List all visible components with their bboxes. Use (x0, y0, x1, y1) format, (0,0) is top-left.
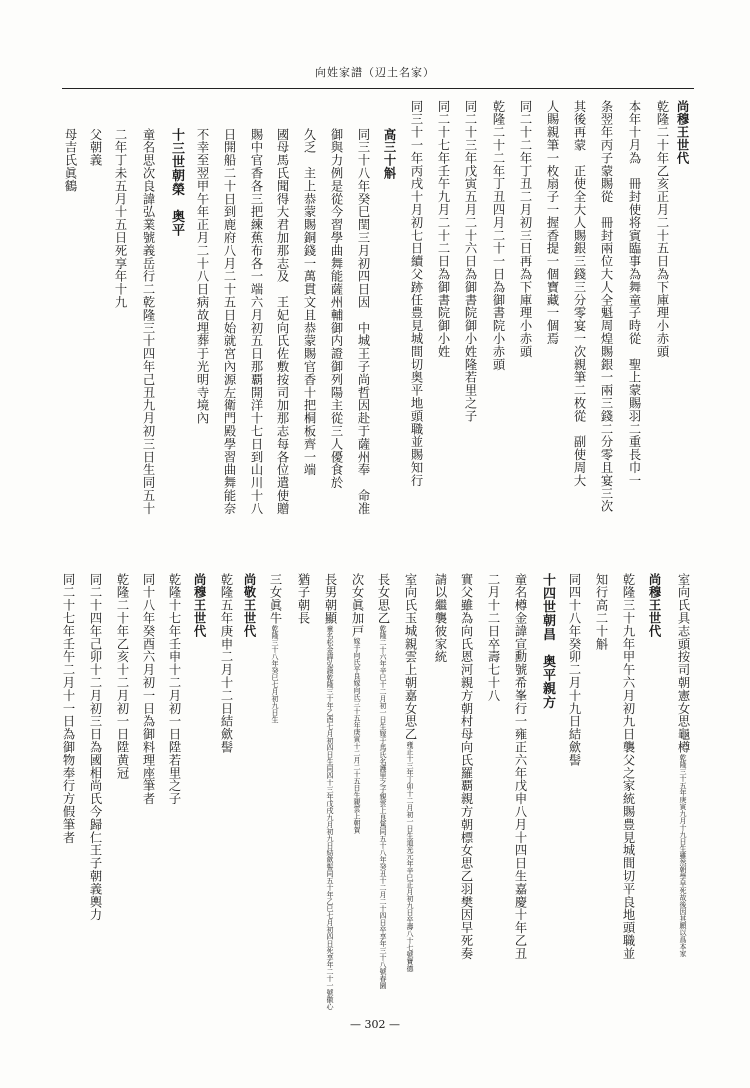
top-column (599, 100, 612, 513)
column-text: 条翌年丙子蒙賜從 冊封兩位大人全魁周煌賜銀一兩三錢二分零且宴三次 (599, 100, 613, 513)
top-column (463, 100, 476, 423)
top-column (518, 100, 531, 358)
annotation-note: 乾隆三十五年庚寅九月十九日生雖然朝學早死故後因其願以爲本家 (679, 753, 687, 957)
bottom-column (268, 573, 281, 723)
top-column (113, 128, 126, 309)
column-text: 乾隆二十年乙亥正月二十五日為下庫理小赤頭 (655, 100, 669, 358)
bottom-column (676, 573, 689, 957)
bottom-column (541, 573, 554, 709)
column-text: 其後再蒙 正使全大人賜銀三錢三分零宴一次親筆二枚從 副使周大 (572, 100, 586, 487)
column-text: 母吉氏眞鶴 (63, 128, 77, 193)
bottom-column (296, 573, 309, 625)
bottom-column (433, 573, 446, 663)
column-text: 同二十四年己卯十二月初三日為國相尚氏今歸仁王子朝義輿力 (88, 573, 102, 922)
top-column (627, 100, 640, 487)
top-column (409, 100, 422, 487)
page-number: — 302 — (350, 1018, 400, 1031)
column-text: 同三十一年丙戌十月初七日續父跡任豊見城間切奥平地頭職並賜知行 (409, 100, 423, 487)
column-text: 實父雖為向氏恩河親方朝村母向氏羅覇親方朝標女思乙羽樊因早死奏 (459, 573, 473, 960)
bottom-column (323, 573, 336, 1010)
bottom-column (486, 573, 499, 702)
column-text: 同二十三年戊寅五月二十六日為御書院御小姓隆若里之子 (463, 100, 477, 423)
top-column (249, 128, 262, 515)
column-text: 十四世朝昌 奥平親方 (540, 573, 555, 709)
bottom-column (115, 573, 128, 779)
column-text: 同三十八年癸巳閏三月初四日因 中城王子尚哲因赴于薩州奉 命准 (356, 128, 370, 515)
bottom-column (594, 573, 607, 650)
column-text: 長男朝顯 (323, 573, 337, 625)
column-text: 乾隆二十年乙亥十二月初一日陞黄冠 (115, 573, 129, 780)
column-text: 尚穆王世代 (675, 100, 690, 165)
bottom-column (61, 573, 74, 844)
bottom-column (513, 573, 526, 960)
column-text: 不幸至翌甲午年正月二十八日病故埋葬于光明寺境內 (195, 128, 209, 425)
bottom-column (193, 573, 206, 638)
annotation-note: 乾隆二十六年辛巳十二月初一日生嫁于馬氏名護里之子親雲上良篤同五十八年癸丑十二月二十四日卒享年三十八號春園 (379, 624, 387, 989)
top-column (329, 128, 342, 489)
column-text: 二月十二日卒壽七十八 (486, 573, 500, 702)
column-text: 尚穆王世代 (192, 573, 207, 638)
header-rule (62, 88, 694, 89)
top-column (383, 128, 396, 180)
column-text: 日開船二十日到鹿府八月二十五日始就宮內源左衛門殿學習曲舞能奈 (222, 128, 236, 515)
top-column (676, 100, 689, 165)
column-text: 尚穆王世代 (647, 573, 662, 638)
bottom-column (376, 573, 389, 989)
bottom-column (167, 573, 180, 805)
top-column (195, 128, 208, 425)
column-text: 長女思乙 (376, 573, 390, 625)
column-text: 乾隆十七年壬申十二月初一日陞若里之子 (167, 573, 181, 806)
column-text: 童名樽金諱宣勳號希峯行一雍正六年戊申八月十四日生嘉慶十年乙丑 (513, 573, 527, 960)
column-text: 高三十斛 (382, 128, 397, 180)
bottom-column (459, 573, 472, 960)
column-text: 猶子朝長 (296, 573, 310, 625)
top-column (655, 100, 668, 358)
column-text: 童名思次良諱弘業號義岳行二乾隆三十四年己丑九月初三日生同五十 (141, 128, 155, 515)
column-text: 同二十七年壬午九月二十二日為御書院御小姓 (436, 100, 450, 358)
column-text: 乾隆五年庚申二月十二日結歛髻 (219, 573, 233, 754)
bottom-column (567, 573, 580, 767)
page-header: 向姓家譜（辺土名家） (315, 66, 435, 79)
column-text: 父朝義 (88, 128, 102, 167)
column-text: 本年十月為 冊封使将賓臨事為舞童子時從 聖上蒙賜羽二重長巾一 (627, 100, 641, 487)
annotation-note: 嫁于向氏平良嫁向氏三十五年庚寅十二月二十五日生親雲上朝賀 (353, 637, 361, 834)
column-text: 尚敬王世代 (242, 573, 257, 638)
top-column (356, 128, 369, 515)
annotation-note: 乾隆三十八年癸巳七月初九日生 (271, 624, 279, 723)
bottom-column (403, 573, 416, 972)
annotation-note: 童名松金諱弘謨乾隆三十年乙酉七月初四日生同四十三年戊戌九月初九日結歛髻同五十年乙巳七月初四日死享年二十一號徽心 (326, 624, 334, 1010)
column-text: 同十八年癸酉六月初一日為御料理座筆者 (141, 573, 155, 806)
bottom-column (243, 573, 256, 638)
top-column (436, 100, 449, 358)
column-text: 同二十二年丁丑二月初三日再為下庫理小赤頭 (518, 100, 532, 358)
top-column (302, 128, 315, 476)
column-text: 室向氏具志頭按司朝憲女思龜樽 (676, 573, 690, 754)
top-column (572, 100, 585, 487)
top-column (141, 128, 154, 515)
column-text: 久乏 主上恭蒙賜銅錢一萬貫文且恭蒙賜官香十把桐板齊一端 (302, 128, 316, 477)
top-column (170, 128, 183, 237)
bottom-column (88, 573, 101, 921)
column-text: 同二十七年壬午二月十一日為御物奉行方假筆者 (61, 573, 75, 844)
column-text: 同四十八年癸卯二月十九日結歛髻 (567, 573, 581, 767)
bottom-column (621, 573, 634, 960)
column-text: 三女眞牛 (268, 573, 282, 625)
column-text: 乾隆二十二年丁丑四月二十一日為御書院小赤頭 (491, 100, 505, 371)
annotation-note: 雍正十三年丁卯十二月初一日生道光元年辛巳正月初九日卒壽八十七號寶德 (406, 740, 414, 972)
top-column (222, 128, 235, 515)
column-text: 請以繼襲彼家統 (433, 573, 447, 664)
column-text: 室向氏玉城親雲上朝嘉女思乙 (403, 573, 417, 741)
column-text: 十三世朝榮 奥平 (169, 128, 184, 237)
column-text: 人賜親筆一枚扇子一握香提一個寶藏一個焉 (545, 100, 559, 346)
column-text: 國母馬氏聞得大君加那志及 王妃向氏佐敷按司加那志每各位遣使贈 (275, 128, 289, 515)
top-column (545, 100, 558, 345)
bottom-column (350, 573, 363, 834)
bottom-column (141, 573, 154, 805)
bottom-column (648, 573, 661, 638)
top-column (63, 128, 76, 193)
bottom-column (219, 573, 232, 754)
top-column (491, 100, 504, 371)
column-text: 知行高二十斛 (594, 573, 608, 651)
column-text: 賜中官香各三把練蕉布各一端六月初五日那覇開洋十七日到山川十八 (249, 128, 263, 515)
top-column (88, 128, 101, 167)
column-text: 次女眞加戸 (350, 573, 364, 638)
column-text: 御與力例是從今習學曲舞能薩州輔御内證御列陽主從三人優食於 (329, 128, 343, 490)
top-column (275, 128, 288, 515)
column-text: 乾隆三十九年甲午六月初九日襲父之家統賜豊見城間切平良地頭職並 (621, 573, 635, 960)
column-text: 二年丁未五月十五日死享年十九 (113, 128, 127, 309)
